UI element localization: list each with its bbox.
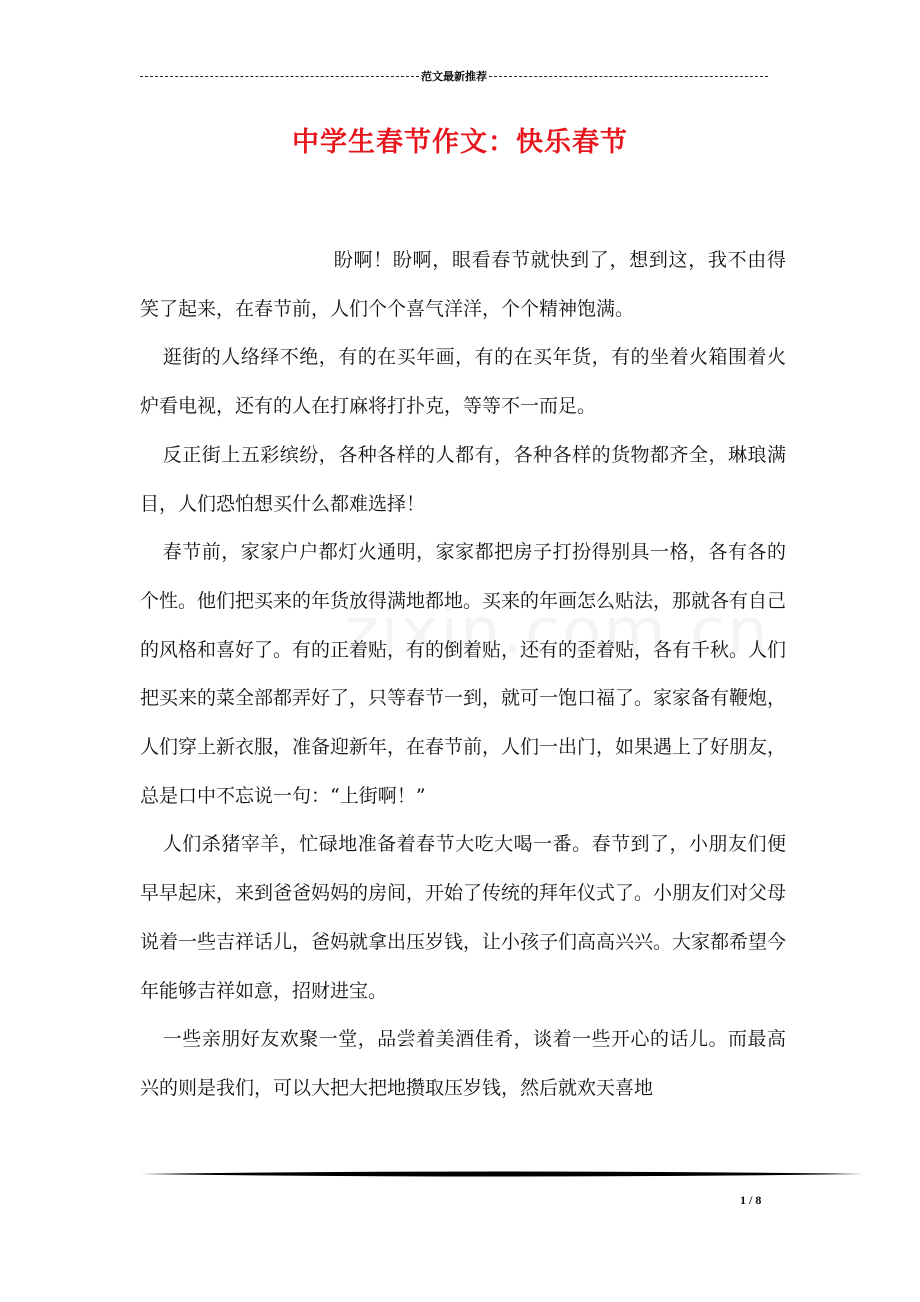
footer-rule [140, 1170, 864, 1178]
page-number: 1 / 8 [740, 1193, 762, 1207]
header-dash-left [140, 76, 419, 77]
header-dash-right [489, 76, 768, 77]
paragraph: 盼啊！盼啊，眼看春节就快到了，想到这，我不由得笑了起来，在春节前，人们个个喜气洋洋，个个精神饱满。 [140, 249, 786, 320]
header-text: 范文最新推荐 [421, 70, 487, 83]
paragraph: 反正街上五彩缤纷，各种各样的人都有，各种各样的货物都齐全，琳琅满目，人们恐怕想买什么都难选择！ [140, 443, 786, 515]
paragraph: 人们杀猪宰羊，忙碌地准备着春节大吃大喝一番。春节到了，小朋友们便早早起床，来到爸爸妈妈的房间，开始了传统的拜年仪式了。小朋友们对父母说着一些吉祥话儿，爸妈就拿出压岁钱，让小孩子们高高兴兴。大家都希望今年能够吉祥如意，招财进宝。 [140, 833, 787, 1002]
paragraph: 逛街的人络绎不绝，有的在买年画，有的在买年货，有的坐着火箱围着火炉看电视，还有的人在打麻将打扑克，等等不一而足。 [140, 346, 786, 418]
document-title: 中学生春节作文：快乐春节 [292, 127, 628, 158]
paragraph: 一些亲朋好友欢聚一堂，品尝着美酒佳肴，谈着一些开心的话儿。而最高兴的则是我们，可以大把大把地攒取压岁钱，然后就欢天喜地 [140, 1028, 786, 1099]
page-header [140, 68, 768, 84]
document-body [140, 236, 786, 1113]
paragraph: 春节前，家家户户都灯火通明，家家都把房子打扮得别具一格，各有各的个性。他们把买来的年货放得满地都地。买来的年画怎么贴法，那就各有自己的风格和喜好了。有的正着贴，有的倒着贴，还有的歪着贴，各有千秋。人们把买来的菜全部都弄好了，只等春节一到，就可一饱口福了。家家备有鞭炮，人们穿上新衣服，准备迎新年，在春节前，人们一出门，如果遇上了好朋友，总是口中不忘说一句：“上街啊！” [140, 541, 787, 807]
